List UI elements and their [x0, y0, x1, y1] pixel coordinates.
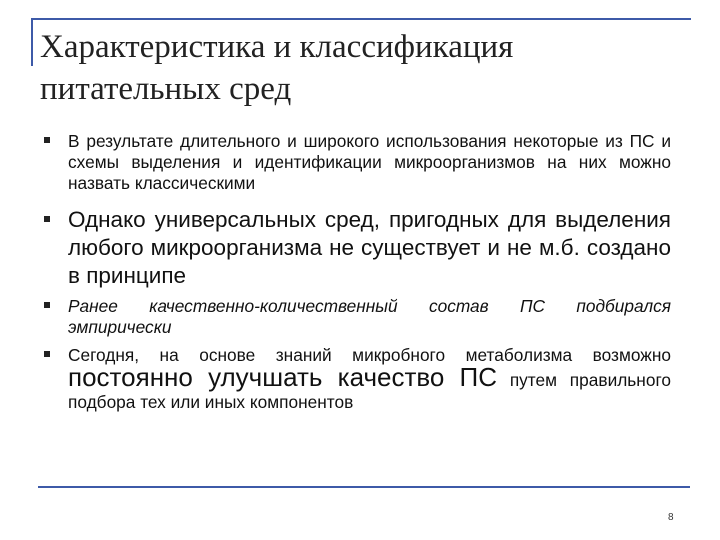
title-top-rule — [31, 18, 691, 20]
bullet-4-part-3: путем правильного подбора тех или иных компонентов — [68, 370, 671, 412]
bullet-marker-3 — [44, 302, 50, 308]
bullet-marker-2 — [44, 216, 50, 222]
bullet-4-emphasis: постоянно улучшать качество ПС — [68, 362, 498, 392]
bullet-4-part-1: Сегодня, на основе знаний микробного метаболизма возможно — [68, 345, 671, 365]
page-number: 8 — [668, 512, 674, 523]
slide-title-line-1: Характеристика и классификация — [40, 29, 514, 65]
bullet-marker-1 — [44, 137, 50, 143]
bullet-text-3: Ранее качественно-количественный состав ПС подбирался эмпирически — [68, 296, 671, 337]
bullet-text-4 — [68, 344, 671, 413]
bullet-marker-4 — [44, 351, 50, 357]
bullet-text-1: В результате длительного и широкого использования некоторые из ПС и схемы выделения и идентификации микроорганизмов на них можно назвать классическими — [68, 131, 671, 193]
footer-rule — [38, 486, 690, 488]
slide-title-line-2: питательных сред — [40, 71, 292, 107]
bullet-text-2: Однако универсальных сред, пригодных для выделения любого микроорганизма не существует и не м.б. создано в принципе — [68, 207, 671, 288]
slide-title — [40, 26, 680, 110]
title-left-rule — [31, 18, 33, 66]
